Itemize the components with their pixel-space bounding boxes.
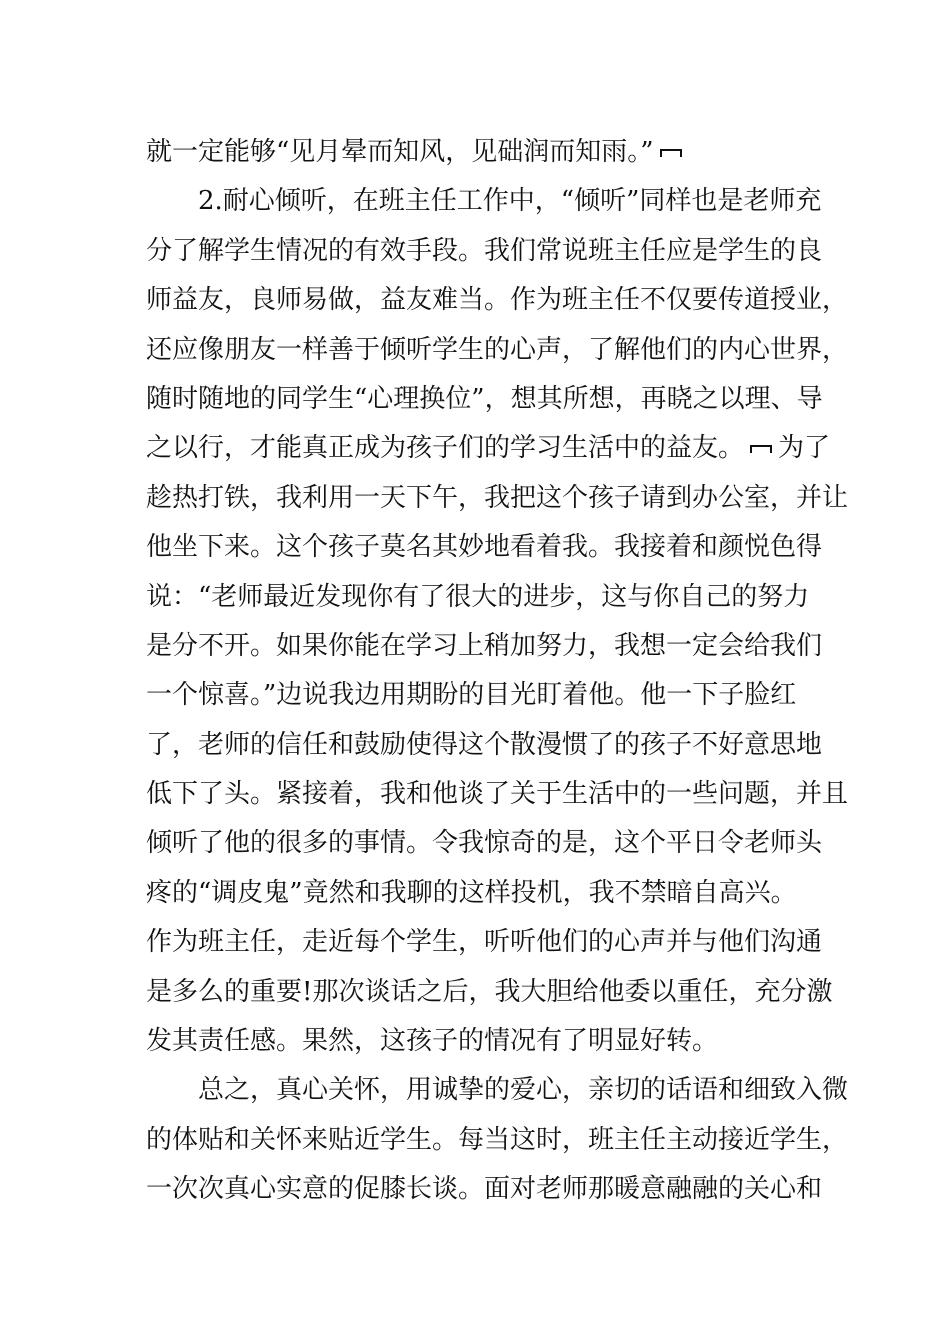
text-line <box>146 375 826 424</box>
text-line-content: 他坐下来。这个孩子莫名其妙地看着我。我接着和颜悦色得 <box>146 532 823 563</box>
text-line <box>146 424 831 473</box>
text-line <box>146 819 826 868</box>
text-line-content: 随时随地的同学生“心理换位”，想其所想，再晓之以理、导 <box>146 383 823 414</box>
document-body <box>146 128 849 1215</box>
text-line <box>146 128 826 177</box>
text-line <box>146 869 826 918</box>
text-line-content: 了，老师的信任和鼓励使得这个散漫惯了的孩子不好意思地 <box>146 729 823 760</box>
text-line <box>146 1066 849 1115</box>
text-line-content: 是多么的重要!那次谈话之后，我大胆给他委以重任，充分激 <box>146 976 833 1007</box>
text-line <box>146 326 849 375</box>
text-line <box>146 573 826 622</box>
text-line <box>146 1116 849 1165</box>
text-line <box>146 721 826 770</box>
text-line <box>146 622 826 671</box>
text-line <box>146 177 826 226</box>
text-line-content: 作为班主任，走近每个学生，听听他们的心声并与他们沟通 <box>146 927 823 958</box>
text-line-content: 总之，真心关怀，用诚挚的爱心，亲切的话语和细致入微 <box>198 1075 849 1106</box>
text-line-content: 之以行，才能真正成为孩子们的学习生活中的益友。 <box>146 433 745 464</box>
footnote-mark-icon <box>750 445 772 453</box>
text-line-content: 发其责任感。果然，这孩子的情况有了明显好转。 <box>146 1026 719 1057</box>
text-line-content: 说：“老师最近发现你有了很大的进步，这与你自己的努力 <box>146 581 810 612</box>
text-line-content: 低下了头。紧接着，我和他谈了关于生活中的一些问题，并且 <box>146 779 849 810</box>
text-line <box>146 474 849 523</box>
text-line <box>146 523 826 572</box>
footnote-mark-icon <box>660 149 682 157</box>
text-line-content: 还应像朋友一样善于倾听学生的心声，了解他们的内心世界， <box>146 334 849 365</box>
text-line-content: 2.耐心倾听，在班主任工作中，“倾听”同样也是老师充 <box>198 186 822 217</box>
text-line <box>146 671 826 720</box>
text-line-content: 倾听了他的很多的事情。令我惊奇的是，这个平日令老师头 <box>146 828 823 859</box>
text-line-content: 疼的“调皮鬼”竟然和我聊的这样投机，我不禁暗自高兴。 <box>146 877 797 908</box>
text-line <box>146 1165 826 1214</box>
text-line <box>146 918 826 967</box>
text-line-content: 趁热打铁，我利用一天下午，我把这个孩子请到办公室，并让 <box>146 482 849 513</box>
text-line-content: 师益友，良师易做，益友难当。作为班主任不仅要传道授业， <box>146 285 849 316</box>
text-line-content: 分了解学生情况的有效手段。我们常说班主任应是学生的良 <box>146 235 823 266</box>
text-line-content: 为了 <box>778 433 831 464</box>
text-line <box>146 968 833 1017</box>
text-line <box>146 276 849 325</box>
text-line-content: 就一定能够“见月晕而知风，见础润而知雨。” <box>146 137 654 167</box>
text-line <box>146 1017 826 1066</box>
text-line <box>146 770 849 819</box>
text-line-content: 的体贴和关怀来贴近学生。每当这时，班主任主动接近学生， <box>146 1124 849 1155</box>
text-line-content: 是分不开。如果你能在学习上稍加努力，我想一定会给我们 <box>146 630 823 661</box>
text-line <box>146 227 826 276</box>
text-line-content: 一个惊喜。”边说我边用期盼的目光盯着他。他一下子脸红 <box>146 680 797 711</box>
text-line-content: 一次次真心实意的促膝长谈。面对老师那暖意融融的关心和 <box>146 1174 823 1205</box>
